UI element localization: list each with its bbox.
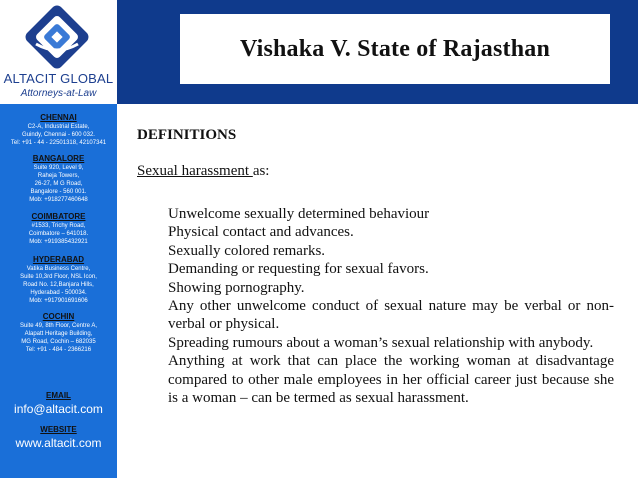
list-item: Showing pornography. bbox=[168, 279, 305, 296]
website-label: WEBSITE bbox=[40, 425, 77, 434]
office-chennai bbox=[0, 113, 117, 147]
office-address-line: Mob: +917901691606 bbox=[29, 298, 88, 304]
office-address-line: Bangalore - 560 001. bbox=[30, 189, 87, 195]
office-city: COCHIN bbox=[42, 312, 75, 321]
sidebar bbox=[0, 0, 117, 478]
website-link[interactable]: www.altacit.com bbox=[15, 436, 102, 450]
office-address-line: Suite 920, Level 9, bbox=[33, 165, 84, 171]
definition-list bbox=[168, 205, 614, 407]
main-content bbox=[137, 127, 615, 407]
list-item: Spreading rumours about a woman’s sexual relationship with anybody. bbox=[168, 334, 594, 351]
office-address-line: Suite 10,3rd Floor, NSL Icon, bbox=[20, 274, 97, 280]
office-address-line: Suite 49, 8th Floor, Centre A, bbox=[19, 323, 98, 329]
list-item: Unwelcome sexually determined behaviour bbox=[168, 206, 430, 222]
office-address-line: Mob: +919385432921 bbox=[29, 239, 88, 245]
intro-rest: as: bbox=[252, 163, 270, 179]
office-bangalore bbox=[0, 154, 117, 204]
office-address-line: Tel: +91 - 484 - 2366216 bbox=[25, 347, 92, 353]
intro-term: Sexual harassment bbox=[137, 163, 253, 179]
office-city: BANGALORE bbox=[32, 154, 85, 163]
office-address-line: Road No. 12,Banjara Hills, bbox=[23, 282, 94, 288]
logo-name: ALTACIT GLOBAL bbox=[3, 71, 114, 86]
logo-panel bbox=[0, 0, 117, 104]
office-hyderabad bbox=[0, 255, 117, 305]
list-item: Demanding or requesting for sexual favors. bbox=[168, 261, 429, 278]
office-address-line: Coimbatore – 641018. bbox=[28, 231, 89, 237]
office-address-line: Hyderabad - 500034. bbox=[30, 290, 87, 296]
intro-line bbox=[137, 163, 269, 180]
office-address-line: 26-27, M G Road, bbox=[34, 181, 83, 187]
office-address-line: Alapatt Heritage Building, bbox=[24, 331, 93, 337]
title-box bbox=[180, 14, 610, 84]
email-link[interactable]: info@altacit.com bbox=[14, 402, 103, 416]
slide-title: Vishaka V. State of Rajasthan bbox=[239, 35, 551, 62]
website-block bbox=[0, 425, 117, 450]
office-city: HYDERABAD bbox=[32, 255, 85, 264]
office-cochin bbox=[0, 312, 117, 354]
office-address-line: #1533, Trichy Road, bbox=[31, 223, 86, 229]
office-address-line: MG Road, Cochin – 682035 bbox=[21, 339, 96, 345]
email-label: EMAIL bbox=[46, 391, 71, 400]
list-item: Sexually colored remarks. bbox=[168, 242, 326, 259]
section-heading: DEFINITIONS bbox=[137, 127, 237, 143]
office-address-line: Vatika Business Centre, bbox=[26, 266, 91, 272]
logo-tagline: Attorneys-at-Law bbox=[20, 88, 97, 99]
list-item: Any other unwelcome conduct of sexual nature may be verbal or non-verbal or physical. bbox=[168, 298, 614, 333]
list-item: Anything at work that can place the working woman at disadvantage compared to other male employees in her official career just because she is a woman – can be termed as sexual harassment. bbox=[168, 353, 614, 407]
office-city: CHENNAI bbox=[40, 113, 77, 122]
office-city: COIMBATORE bbox=[31, 212, 86, 221]
altacit-logo-icon bbox=[24, 4, 90, 70]
list-item: Physical contact and advances. bbox=[168, 224, 354, 241]
office-address-line: C2-A, Industrial Estate, bbox=[27, 124, 90, 130]
email-block bbox=[0, 391, 117, 416]
office-address-line: Mob: +918277460648 bbox=[29, 197, 88, 203]
office-address-line: Tel: +91 - 44 - 22501318, 42107341 bbox=[10, 140, 107, 146]
office-address-line: Raheja Towers, bbox=[37, 173, 80, 179]
office-address-line: Guindy, Chennai - 600 032. bbox=[22, 132, 95, 138]
office-coimbatore bbox=[0, 212, 117, 246]
